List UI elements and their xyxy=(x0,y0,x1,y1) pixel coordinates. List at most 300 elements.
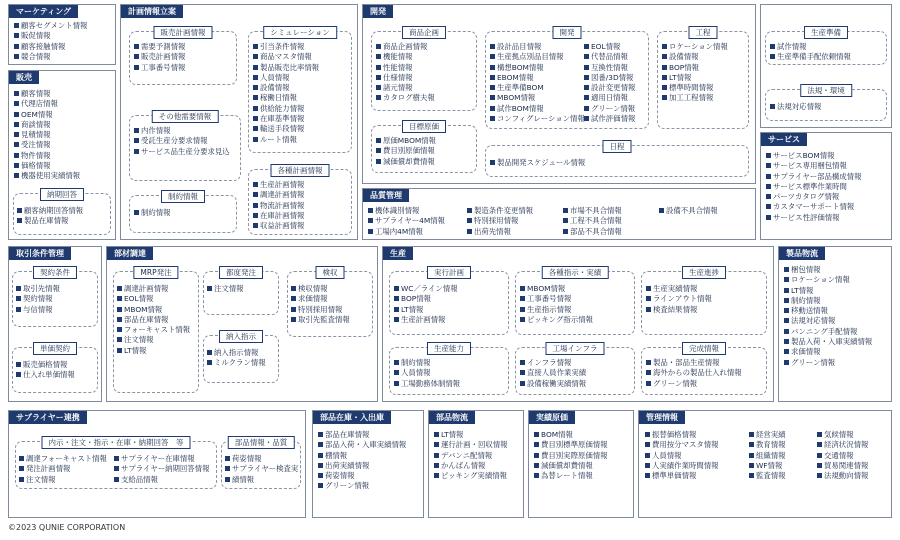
item-list-1 xyxy=(19,454,107,485)
product-logistics-section xyxy=(778,246,892,402)
list-item: 設備情報 xyxy=(253,83,319,93)
list-item: サービス品生産分要求見込 xyxy=(134,147,230,157)
section-title: 生産 xyxy=(383,247,413,260)
item-list xyxy=(646,358,742,389)
list-item: 競合情報 xyxy=(14,52,87,62)
group-label: 開発 xyxy=(553,26,582,39)
list-item: 棚情報 xyxy=(318,451,406,461)
list-item: 荷姿情報 xyxy=(225,454,298,464)
list-item: 製品入荷・入庫実績情報 xyxy=(784,337,872,347)
development-section xyxy=(362,4,756,184)
list-item: 設備稼働実績情報 xyxy=(520,379,586,389)
list-item: 稼働日情報 xyxy=(253,93,319,103)
section-title: 部材調達 xyxy=(107,247,153,260)
planning-section xyxy=(120,4,358,240)
list-item: 費目別実際原価情報 xyxy=(534,451,608,461)
list-item: 受注情報 xyxy=(14,140,80,150)
list-item: BOP情報 xyxy=(394,294,458,304)
group-label: 完成情報 xyxy=(682,342,726,355)
supplier-inner-group xyxy=(15,438,217,489)
list-item: 特別採用情報 xyxy=(467,216,533,226)
list-item: 績情報 xyxy=(225,475,298,485)
list-item: 受託生産分要求情報 xyxy=(134,136,230,146)
section-title: 開発 xyxy=(363,5,393,18)
group-label: 販売計画情報 xyxy=(154,26,213,39)
list-item: 求価情報 xyxy=(784,347,872,357)
list-item: 在庫基準情報 xyxy=(253,114,319,124)
list-item: 商品企画情報 xyxy=(376,42,435,52)
list-item: 試作BOM情報 xyxy=(490,104,585,114)
item-list-2 xyxy=(467,206,533,237)
list-item: 取引先監査情報 xyxy=(291,315,350,325)
production-section xyxy=(382,246,774,402)
list-item: 人員情報 xyxy=(394,368,460,378)
list-item: ルート情報 xyxy=(253,135,319,145)
list-item: 制約情報 xyxy=(134,208,171,218)
list-item: かんばん情報 xyxy=(434,461,508,471)
list-item: サプライヤー部品構成情報 xyxy=(766,172,861,182)
list-item: 費目別原価情報 xyxy=(376,146,436,156)
list-item: 法規動向情報 xyxy=(817,471,868,481)
item-list xyxy=(207,348,266,369)
supplier-parts-group xyxy=(221,438,301,489)
list-item: 法規対応情報 xyxy=(784,316,872,326)
group-label: 生産進捗 xyxy=(682,266,726,279)
mrp-group xyxy=(113,268,199,393)
list-item: 機体識別情報 xyxy=(368,206,445,216)
list-item: 注文情報 xyxy=(207,284,244,294)
plans-group xyxy=(248,166,352,235)
group-label: 工程 xyxy=(689,26,718,39)
list-item: 収益計画情報 xyxy=(253,221,304,231)
item-list xyxy=(394,284,458,325)
group-label: 実行計画 xyxy=(427,266,471,279)
list-item: ロケーション情報 xyxy=(784,275,872,285)
list-item: グリーン情報 xyxy=(646,379,742,389)
list-item: サービス標準作業時間 xyxy=(766,182,861,192)
item-list xyxy=(376,42,435,104)
simulation-group xyxy=(248,28,352,153)
item-list xyxy=(662,42,728,104)
list-item: WF情報 xyxy=(749,461,786,471)
item-list xyxy=(291,284,350,325)
list-item: 生産実績情報 xyxy=(646,284,712,294)
list-item: 販促情報 xyxy=(14,31,87,41)
list-item: 設計変更情報 xyxy=(584,83,635,93)
list-item: 特別採用情報 xyxy=(291,305,350,315)
list-item: 振替価格情報 xyxy=(645,430,719,440)
section-title: マーケティング xyxy=(9,5,78,18)
list-item: 商談情報 xyxy=(14,120,80,130)
section-title: サプライヤー連携 xyxy=(9,411,87,424)
list-item: 仕入れ単価情報 xyxy=(16,370,75,380)
trade-section xyxy=(8,246,102,402)
production-prep-section xyxy=(760,4,892,128)
sales-plan-group xyxy=(129,28,237,85)
list-item: デバンニ配情報 xyxy=(434,451,508,461)
item-list xyxy=(520,284,593,325)
parts-logistics-section xyxy=(428,410,524,518)
parts-warehouse-section xyxy=(312,410,424,518)
list-item: 物流計画情報 xyxy=(253,201,304,211)
group-label: MRP発注 xyxy=(133,266,178,279)
list-item: 取引先情報 xyxy=(16,284,60,294)
item-list xyxy=(17,206,83,227)
group-label: 内示・注文・指示・在庫・納期回答 等 xyxy=(42,436,191,449)
item-list xyxy=(134,126,230,157)
list-item: 調達計画情報 xyxy=(117,284,190,294)
item-list xyxy=(784,265,872,368)
list-item: 気候情報 xyxy=(817,430,868,440)
list-item: 人実績作業時間情報 xyxy=(645,461,719,471)
list-item: 契約情報 xyxy=(16,294,60,304)
list-item: グリーン情報 xyxy=(784,358,872,368)
list-item: 製品在庫情報 xyxy=(17,216,83,226)
list-item: 直接人員作業実績 xyxy=(520,368,586,378)
item-list xyxy=(766,151,861,223)
list-item: 部品在庫情報 xyxy=(117,315,190,325)
item-list xyxy=(207,284,244,294)
list-item: 製品・部品生産情報 xyxy=(646,358,742,368)
group-label: 生産能力 xyxy=(427,342,471,355)
list-item: 海外からの製品仕入れ情報 xyxy=(646,368,742,378)
list-item: 仕様情報 xyxy=(376,73,435,83)
list-item: 需要予測情報 xyxy=(134,42,185,52)
list-item: サプライヤー在庫情報 xyxy=(114,454,209,464)
item-list xyxy=(770,102,821,112)
item-list xyxy=(434,430,508,481)
group-label: 各種指示・実績 xyxy=(542,266,609,279)
procurement-section xyxy=(106,246,378,402)
list-item: 試作情報 xyxy=(770,42,851,52)
list-item: 製品販売比率情報 xyxy=(253,63,319,73)
list-item: 荷姿情報 xyxy=(318,471,406,481)
inspection-group xyxy=(287,268,373,337)
section-title: 品質管理 xyxy=(363,189,409,202)
list-item: 工程不具合情報 xyxy=(563,216,622,226)
list-item: 顧客情報 xyxy=(14,89,80,99)
target-cost-group xyxy=(371,122,477,173)
list-item: ミルクラン情報 xyxy=(207,358,266,368)
list-item: ロケーション情報 xyxy=(662,42,728,52)
list-item: 組織情報 xyxy=(749,451,786,461)
copyright: ©2023 QUNIE CORPORATION xyxy=(8,523,126,532)
item-list xyxy=(394,358,460,389)
supplier-section xyxy=(8,410,306,518)
contract-group xyxy=(12,268,98,327)
group-label: 生産準備 xyxy=(804,26,848,39)
list-item: 性能情報 xyxy=(376,63,435,73)
list-item: OEM情報 xyxy=(14,110,80,120)
execution-plan-group xyxy=(389,268,509,335)
item-list-2 xyxy=(749,430,786,481)
list-item: 製造条件変更情報 xyxy=(467,206,533,216)
group-label: 目標原価 xyxy=(402,120,446,133)
list-item: 移動送情報 xyxy=(784,306,872,316)
item-list xyxy=(14,89,80,182)
list-item: 引当条件情報 xyxy=(253,42,319,52)
list-item: グリーン情報 xyxy=(584,104,635,114)
group-label: 各種計画情報 xyxy=(271,164,330,177)
list-item: 販売計画情報 xyxy=(134,52,185,62)
list-item: 出荷実績情報 xyxy=(318,461,406,471)
item-list xyxy=(16,284,60,315)
list-item: 工場勤務体制情報 xyxy=(394,379,460,389)
list-item: 価格情報 xyxy=(14,161,80,171)
list-item: 市場不具合情報 xyxy=(563,206,622,216)
dev-group xyxy=(485,28,649,129)
adhoc-order-group xyxy=(203,268,279,315)
list-item: 試作評価情報 xyxy=(584,114,635,124)
list-item: MBOM情報 xyxy=(520,284,593,294)
list-item: カスタマーサポート情報 xyxy=(766,202,861,212)
list-item: フォーキャスト情報 xyxy=(117,325,190,335)
actual-cost-section xyxy=(528,410,634,518)
list-item: 生産計画情報 xyxy=(394,315,458,325)
list-item: 設備不具合情報 xyxy=(659,206,718,216)
list-item: 制約情報 xyxy=(394,358,460,368)
item-list-4 xyxy=(659,206,718,216)
section-title: 管理情報 xyxy=(639,411,685,424)
list-item: LT情報 xyxy=(394,305,458,315)
list-item: 注文情報 xyxy=(117,335,190,345)
list-item: 互換性情報 xyxy=(584,63,635,73)
list-item: 調達フォーキャスト情報 xyxy=(19,454,107,464)
section-title: 実績原価 xyxy=(529,411,575,424)
list-item: BOM情報 xyxy=(534,430,608,440)
group-label: 制約情報 xyxy=(161,190,205,203)
item-list-2 xyxy=(114,454,209,485)
list-item: サービスBOM情報 xyxy=(766,151,861,161)
list-item: 梱包情報 xyxy=(784,265,872,275)
list-item: 検査結果情報 xyxy=(646,305,712,315)
list-item: 教育情報 xyxy=(749,440,786,450)
list-item: 人員情報 xyxy=(253,73,319,83)
list-item: 為替レート情報 xyxy=(534,471,608,481)
item-list xyxy=(534,430,608,481)
section-title: 計画情報立案 xyxy=(121,5,183,18)
group-label: 単価契約 xyxy=(33,342,77,355)
item-list xyxy=(490,158,585,168)
list-item: ピッキング実績情報 xyxy=(434,471,508,481)
item-list-3 xyxy=(563,206,622,237)
list-item: 注文情報 xyxy=(19,475,107,485)
item-list xyxy=(253,180,304,231)
item-list xyxy=(253,42,319,145)
item-list-1 xyxy=(645,430,719,481)
list-item: 生産拠点別品目情報 xyxy=(490,52,585,62)
list-item: 機器使用実績情報 xyxy=(14,171,80,181)
list-item: サプライヤー4M情報 xyxy=(368,216,445,226)
list-item: 人員情報 xyxy=(645,451,719,461)
group-label: シミュレーション xyxy=(263,26,337,39)
section-title: 取引条件管理 xyxy=(9,247,71,260)
list-item: 諸元情報 xyxy=(376,83,435,93)
item-list xyxy=(14,21,87,62)
service-section xyxy=(760,132,892,240)
list-item: コンフィグレーション情報 xyxy=(490,114,585,124)
list-item: 工場内4M情報 xyxy=(368,227,445,237)
item-list xyxy=(134,208,171,218)
group-label: 商品企画 xyxy=(402,26,446,39)
list-item: LT情報 xyxy=(784,286,872,296)
list-item: 構想BOM情報 xyxy=(490,63,585,73)
item-list-a xyxy=(490,42,585,124)
list-item: 交通情報 xyxy=(817,451,868,461)
list-item: 出荷先情報 xyxy=(467,227,533,237)
item-list xyxy=(225,454,298,485)
prep-group xyxy=(765,28,887,65)
group-label: 工場インフラ xyxy=(546,342,605,355)
list-item: 図番/3D情報 xyxy=(584,73,635,83)
item-list xyxy=(520,358,586,389)
list-item: インフラ情報 xyxy=(520,358,586,368)
list-item: 原価MBOM情報 xyxy=(376,136,436,146)
list-item: 顧客接触情報 xyxy=(14,42,87,52)
regulation-group xyxy=(765,86,887,121)
process-group xyxy=(657,28,749,129)
list-item: 製品開発スケジュール情報 xyxy=(490,158,585,168)
list-item: 設計品目情報 xyxy=(490,42,585,52)
list-item: バンニング手配情報 xyxy=(784,327,872,337)
list-item: 発注計画情報 xyxy=(19,464,107,474)
list-item: 販売価格情報 xyxy=(16,360,75,370)
list-item: 部品入荷・入庫実績情報 xyxy=(318,440,406,450)
list-item: MBOM情報 xyxy=(117,305,190,315)
list-item: 調達計画情報 xyxy=(253,190,304,200)
list-item: 検収情報 xyxy=(291,284,350,294)
list-item: 機能情報 xyxy=(376,52,435,62)
list-item: 減価償却費情報 xyxy=(534,461,608,471)
list-item: 費用按分マスタ情報 xyxy=(645,440,719,450)
instructions-group xyxy=(515,268,635,335)
item-list xyxy=(134,42,185,73)
list-item: BOP情報 xyxy=(662,63,728,73)
section-title: 販売 xyxy=(9,71,39,84)
list-item: 経営実績 xyxy=(749,430,786,440)
section-title: 製品物流 xyxy=(779,247,825,260)
list-item: 設備情報 xyxy=(662,52,728,62)
list-item: MBOM情報 xyxy=(490,93,585,103)
group-label: その他需要情報 xyxy=(152,110,219,123)
group-label: 契約条件 xyxy=(33,266,77,279)
list-item: 求価情報 xyxy=(291,294,350,304)
list-item: サービス専用梱包情報 xyxy=(766,161,861,171)
product-planning-group xyxy=(371,28,477,111)
list-item: サプライヤー検査実 xyxy=(225,464,298,474)
management-section xyxy=(638,410,892,518)
list-item: 監査情報 xyxy=(749,471,786,481)
capacity-group xyxy=(389,344,509,395)
list-item: パーツカタログ情報 xyxy=(766,192,861,202)
group-label: 納期回答 xyxy=(40,188,84,201)
list-item: LT情報 xyxy=(662,73,728,83)
list-item: EBOM情報 xyxy=(490,73,585,83)
group-label: 納入指示 xyxy=(219,330,263,343)
item-list xyxy=(117,284,190,356)
completion-group xyxy=(641,344,767,395)
list-item: 経済状況情報 xyxy=(817,440,868,450)
list-item: 適用日情報 xyxy=(584,93,635,103)
item-list-b xyxy=(584,42,635,124)
list-item: 供給能力情報 xyxy=(253,104,319,114)
group-label: 都度発注 xyxy=(219,266,263,279)
list-item: 支給品情報 xyxy=(114,475,209,485)
delivery-instruction-group xyxy=(203,332,279,383)
list-item: 制約情報 xyxy=(784,296,872,306)
list-item: 運行計画・回収情報 xyxy=(434,440,508,450)
constraints-group xyxy=(129,192,237,233)
list-item: 代理店情報 xyxy=(14,99,80,109)
item-list xyxy=(16,360,75,381)
list-item: LT情報 xyxy=(117,346,190,356)
section-title: サービス xyxy=(761,133,807,146)
list-item: ピッキング指示情報 xyxy=(520,315,593,325)
section-title: 部品物流 xyxy=(429,411,475,424)
list-item: 商品マスタ情報 xyxy=(253,52,319,62)
item-list xyxy=(770,42,851,63)
list-item: サービス性評価情報 xyxy=(766,213,861,223)
item-list xyxy=(318,430,406,492)
list-item: 標準単価情報 xyxy=(645,471,719,481)
list-item: 工事番号情報 xyxy=(134,63,185,73)
group-label: 部品情報・品質 xyxy=(228,436,295,449)
list-item: 生産準備手配依頼情報 xyxy=(770,52,851,62)
progress-group xyxy=(641,268,767,335)
quality-section xyxy=(362,188,756,240)
list-item: 輸送手段情報 xyxy=(253,124,319,134)
list-item: グリーン情報 xyxy=(318,481,406,491)
list-item: LT情報 xyxy=(434,430,508,440)
other-demand-group xyxy=(129,112,241,181)
item-list xyxy=(646,284,712,315)
marketing-section xyxy=(8,4,116,65)
list-item: 顧客セグメント情報 xyxy=(14,21,87,31)
list-item: 法規対応情報 xyxy=(770,102,821,112)
factory-infra-group xyxy=(515,344,635,395)
list-item: 費目別標準原価情報 xyxy=(534,440,608,450)
list-item: 貿易関連情報 xyxy=(817,461,868,471)
item-list-1 xyxy=(368,206,445,237)
schedule-group xyxy=(485,142,749,177)
item-list-3 xyxy=(817,430,868,481)
list-item: 生産計画情報 xyxy=(253,180,304,190)
list-item: 生産指示情報 xyxy=(520,305,593,315)
unit-price-group xyxy=(12,344,98,393)
list-item: 部品不具合情報 xyxy=(563,227,622,237)
list-item: 加工工程情報 xyxy=(662,93,728,103)
list-item: 顧客納期回答情報 xyxy=(17,206,83,216)
list-item: EOL情報 xyxy=(117,294,190,304)
list-item: 部品在庫情報 xyxy=(318,430,406,440)
list-item: 納入指示情報 xyxy=(207,348,266,358)
delivery-answer-group xyxy=(13,190,111,235)
list-item: サプライヤー納期回答情報 xyxy=(114,464,209,474)
list-item: 代替品情報 xyxy=(584,52,635,62)
list-item: 見積情報 xyxy=(14,130,80,140)
list-item: 内作情報 xyxy=(134,126,230,136)
list-item: 減価償却費情報 xyxy=(376,157,436,167)
group-label: 法規・環境 xyxy=(800,84,852,97)
list-item: 与信情報 xyxy=(16,305,60,315)
group-label: 日程 xyxy=(603,140,632,153)
list-item: 標準時間情報 xyxy=(662,83,728,93)
list-item: 工事番号情報 xyxy=(520,294,593,304)
list-item: ラインアウト情報 xyxy=(646,294,712,304)
group-label: 検収 xyxy=(316,266,345,279)
list-item: 在庫計画情報 xyxy=(253,211,304,221)
item-list xyxy=(376,136,436,167)
